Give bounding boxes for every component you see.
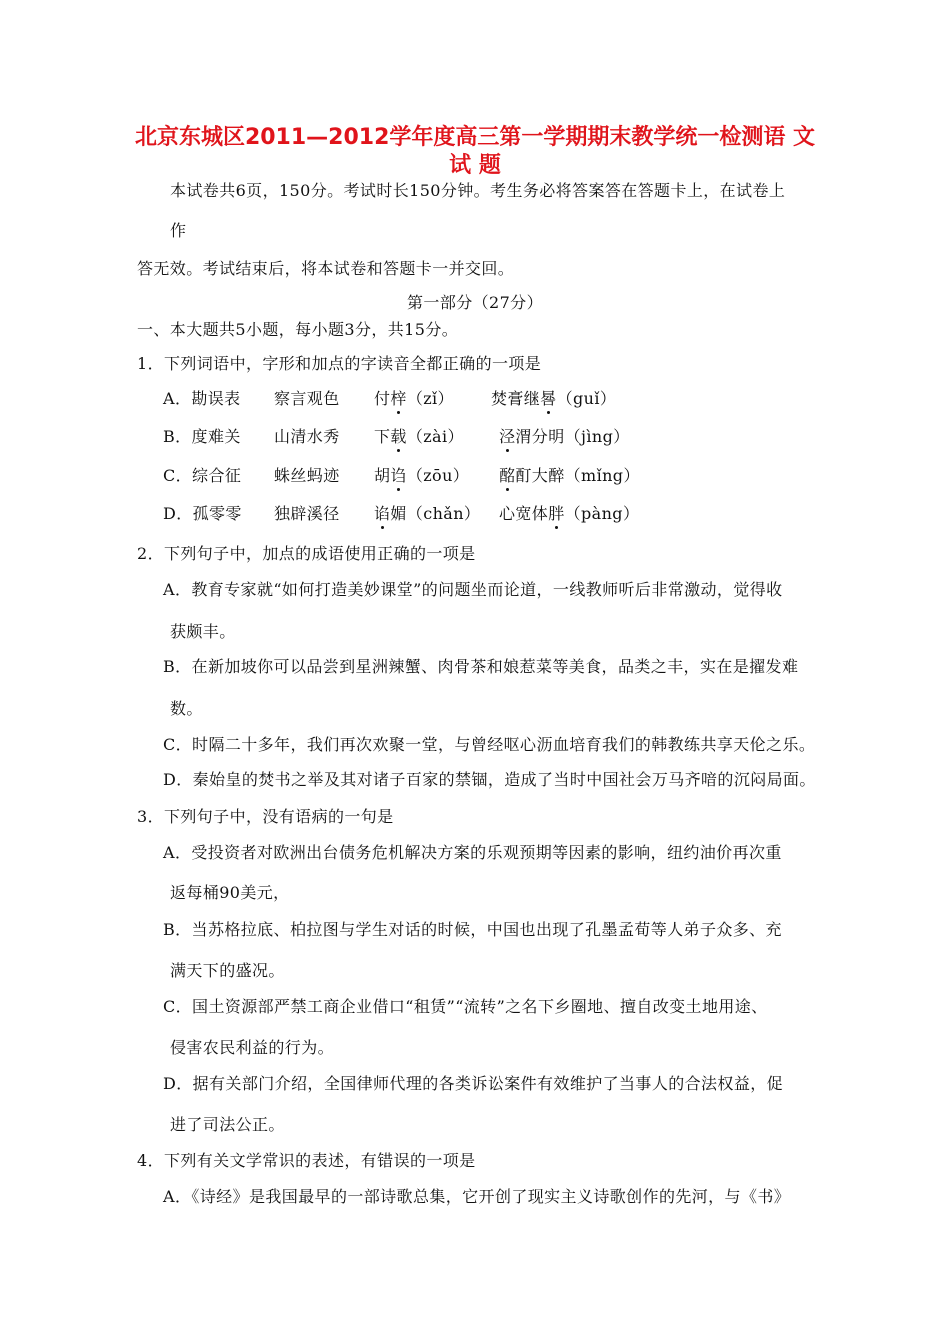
question-3-stem: 3．下列句子中，没有语病的一句是 (137, 807, 394, 826)
option-c-line-1: C．国土资源部严禁工商企业借口“租赁”“流转”之名下乡圈地、擅自改变土地用途、 (163, 997, 768, 1016)
option-b-word-3: 下载（zài） (374, 424, 464, 447)
option-d-word-2: 独辟溪径 (274, 504, 340, 523)
option-d-word-4: 心宽体胖（pàng） (499, 501, 639, 524)
option-d-line: D．秦始皇的焚书之举及其对诸子百家的禁锢，造成了当时中国社会万马齐喑的沉闷局面。 (163, 770, 816, 789)
option-a-word-3: 付梓（zǐ） (374, 386, 454, 409)
intro-line-3: 答无效。考试结束后，将本试卷和答题卡一并交回。 (137, 259, 515, 278)
option-a-word-1: A．勘误表 (163, 389, 241, 408)
option-c-line: C．时隔二十多年，我们再次欢聚一堂，与曾经呕心沥血培育我们的韩教练共享天伦之乐。 (163, 735, 816, 754)
option-a-word-4: 焚膏继晷（guǐ） (491, 386, 616, 409)
option-a-line-1: A．《诗经》是我国最早的一部诗歌总集，它开创了现实主义诗歌创作的先河，与《书》 (163, 1187, 791, 1206)
option-b-word-2: 山清水秀 (274, 427, 340, 446)
title-line-1: 北京东城区2011—2012学年度高三第一学期期末教学统一检测语 文 (134, 125, 816, 150)
question-1-stem: 1．下列词语中，字形和加点的字读音全都正确的一项是 (137, 354, 542, 373)
option-b-line-2: 数。 (170, 699, 203, 718)
option-a-line-2: 获颇丰。 (170, 622, 236, 641)
option-d-word-1: D．孤零零 (163, 504, 242, 523)
option-a-line-1: A．教育专家就“如何打造美妙课堂”的问题坐而论道，一线教师听后非常激动，觉得收 (163, 580, 783, 599)
option-d-line-2: 进了司法公正。 (170, 1115, 285, 1134)
option-b-line-1: B．当苏格拉底、柏拉图与学生对话的时候，中国也出现了孔墨孟荀等人弟子众多、充 (163, 920, 782, 939)
option-b-word-1: B．度难关 (163, 427, 241, 446)
option-b-line-1: B．在新加坡你可以品尝到星洲辣蟹、肉骨茶和娘惹菜等美食，品类之丰，实在是擢发难 (163, 657, 799, 676)
question-2-stem: 2．下列句子中，加点的成语使用正确的一项是 (137, 544, 476, 563)
option-b-word-4: 泾渭分明（jìng） (499, 424, 630, 447)
option-a-line-1: A．受投资者对欧洲出台债务危机解决方案的乐观预期等因素的影响，纽约油价再次重 (163, 843, 782, 862)
option-b-line-2: 满天下的盛况。 (170, 961, 285, 980)
option-c-word-4: 酩酊大醉（mǐng） (499, 463, 640, 486)
question-4-stem: 4．下列有关文学常识的表述，有错误的一项是 (137, 1151, 476, 1170)
part-one-heading: 第一部分（27分） (407, 293, 543, 312)
option-c-line-2: 侵害农民利益的行为。 (170, 1038, 335, 1057)
intro-line-2: 作 (170, 221, 187, 240)
option-c-word-2: 蛛丝蚂迹 (274, 466, 340, 485)
intro-line-1: 本试卷共6页，150分。考试时长150分钟。考生务必将答案答在答题卡上，在试卷上 (170, 181, 786, 200)
option-c-word-1: C．综合征 (163, 466, 242, 485)
option-a-line-2: 返每桶90美元， (170, 883, 290, 902)
option-c-word-3: 胡诌（zōu） (374, 463, 469, 486)
section-instruction: 一、本大题共5小题，每小题3分，共15分。 (137, 320, 459, 339)
option-d-line-1: D．据有关部门介绍，全国律师代理的各类诉讼案件有效维护了当事人的合法权益，促 (163, 1074, 784, 1093)
option-a-word-2: 察言观色 (274, 389, 340, 408)
option-d-word-3: 谄媚（chǎn） (374, 501, 480, 524)
title-line-2: 试 题 (449, 153, 501, 178)
